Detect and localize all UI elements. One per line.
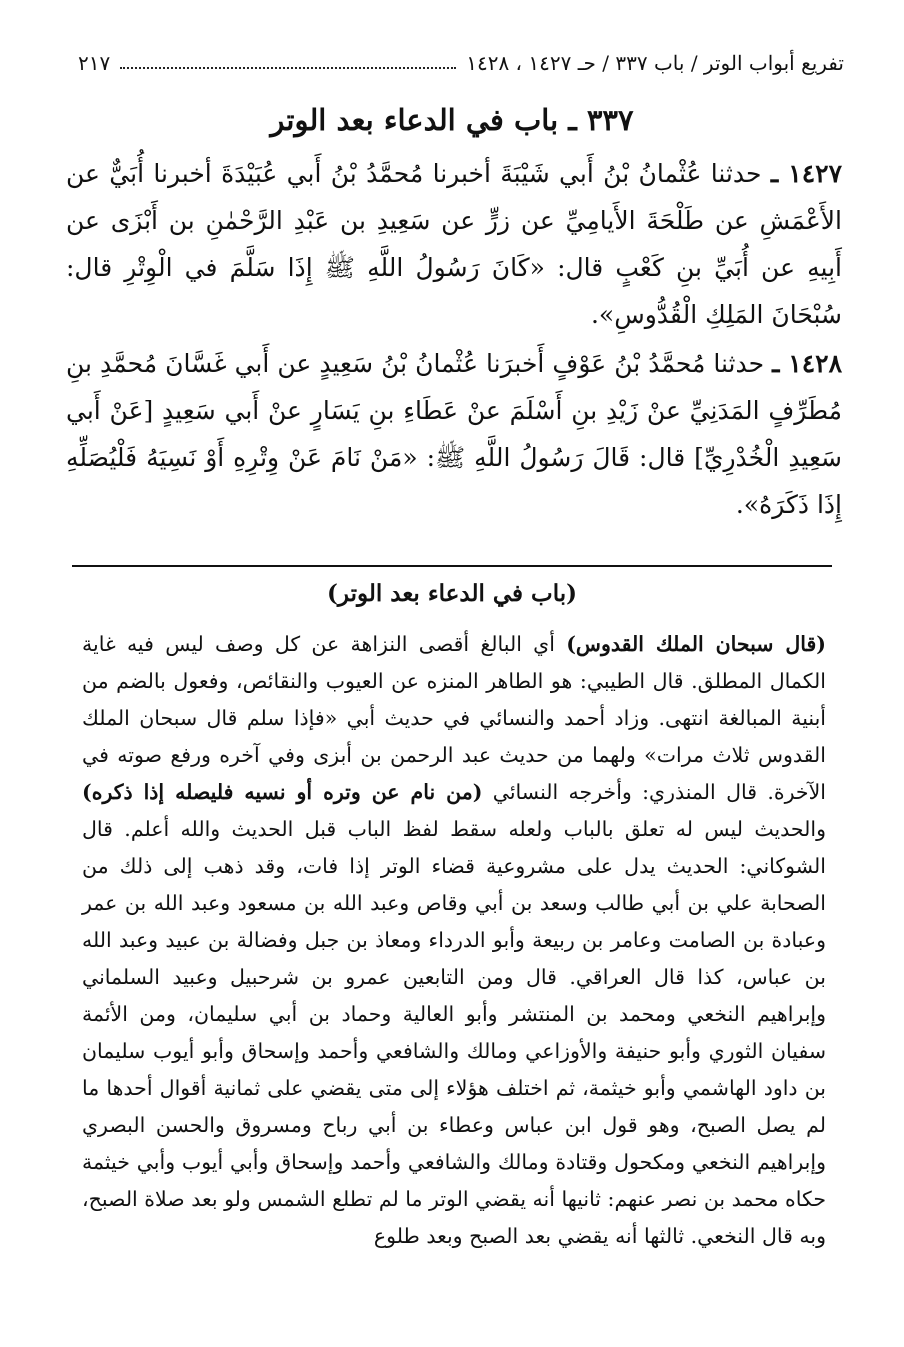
commentary-lemma: (قال سبحان الملك القدوس)	[566, 632, 827, 656]
hadith-body: حدثنا عُثْمانُ بْنُ أَبي شَيْبَةَ أخبرنا مُحمَّدُ بْنُ أَبي عُبَيْدَةَ أخبرنا أُبَيٌّ عن الأَعْمَشِ عن طَلْحَةَ الأَيامِيِّ عن زرٍّ عن سَعِيدِ بن عَبْدِ الرَّحْمٰنِ بن أَبْزَى عن أَبِيهِ عن أُبَيِّ بنِ كَعْبٍ قال: «كَانَ رَسُولُ اللَّهِ ﷺ إِذَا سَلَّمَ في الْوِتْرِ قال: سُبْحَانَ المَلِكِ الْقُدُّوسِ».	[66, 159, 842, 329]
hadith-number: ١٤٢٧ ـ	[770, 159, 843, 188]
commentary-title: (باب في الدعاء بعد الوتر)	[327, 580, 577, 607]
commentary-lemma: (من نام عن وتره أو نسيه فليصله إذا ذكره)	[82, 780, 483, 804]
hadith-number: ١٤٢٨ ـ	[772, 349, 842, 378]
page-number: ٢١٧	[78, 51, 111, 75]
hadith-text-block	[66, 150, 842, 528]
hadith-body: حدثنا مُحمَّدُ بْنُ عَوْفٍ أَخبرَنا عُثْمانُ بْنُ سَعِيدٍ عن أَبي غَسَّانَ مُحمَّدِ بنِ مُطَرِّفٍ المَدَنِيِّ عنْ زَيْدِ بنِ أَسْلَمَ عنْ عَطَاءِ بنِ يَسَارٍ عنْ أَبي سَعِيدٍ [عَنْ أَبي سَعِيدِ الْخُدْرِيِّ] قال: قَالَ رَسُولُ اللَّهِ ﷺ: «مَنْ نَامَ عَنْ وِتْرِهِ أَوْ نَسِيَهُ فَلْيُصَلِّهِ إِذَا ذَكَرَهُ».	[66, 349, 842, 519]
chapter-title: ٣٣٧ ـ باب في الدعاء بعد الوتر	[270, 103, 634, 137]
commentary-block	[82, 626, 826, 1255]
commentary-paragraph	[82, 626, 826, 1255]
hadith-1427	[66, 150, 842, 338]
commentary-text: أي البالغ أقصى النزاهة عن كل وصف ليس فيه غاية الكمال المطلق. قال الطيبي: هو الطاهر المنزه عن العيوب والنقائص، وفعول بالضم من أبنية المبالغة انتهى. وزاد أحمد والنسائي في حديث أبي «فإذا سلم قال سبحان الملك القدوس ثلاث مرات» ولهما من حديث عبد الرحمن بن أبزى وفي آخره ورفع صوته في الآخرة. قال المنذري: وأخرجه النسائي	[82, 632, 826, 804]
dotted-leader	[120, 57, 456, 69]
hadith-1428	[66, 340, 842, 528]
commentary-text: والحديث ليس له تعلق بالباب ولعله سقط لفظ الباب قبل الحديث والله أعلم. قال الشوكاني: الحديث يدل على مشروعية قضاء الوتر إذا فات، وقد ذهب إلى ذلك من الصحابة علي بن أبي طالب وسعد بن أبي وقاص وعبد الله بن مسعود وعبد الله بن عمر وعبادة بن الصامت وعامر بن ربيعة وأبو الدرداء ومعاذ بن جبل وفضالة بن عبيد وعبد الله بن عباس، كذا قال العراقي. قال ومن التابعين عمرو بن شرحبيل وعبيد السلماني وإبراهيم النخعي ومحمد بن المنتشر وأبو العالية وحماد بن أبي سليمان، ومن الأئمة سفيان الثوري وأبو حنيفة والأوزاعي ومالك والشافعي وأحمد وإسحاق وأبو أيوب سليمان بن داود الهاشمي وأبو خيثمة، ثم اختلف هؤلاء إلى متى يقضي على ثمانية أقوال أحدها ما لم يصل الصبح، وهو قول ابن عباس وعطاء بن أبي رباح ومسروق والحسن البصري وإبراهيم النخعي ومكحول وقتادة ومالك والشافعي وأحمد وإسحاق وأبي أيوب وأبي خيثمة حكاه محمد بن نصر عنهم: ثانيها أنه يقضي الوتر ما لم تطلع الشمس ولو بعد صلاة الصبح، وبه قال النخعي. ثالثها أنه يقضي بعد الصبح وبعد طلوع	[82, 817, 826, 1248]
running-title: تفريع أبواب الوتر / باب ٣٣٧ / حـ ١٤٢٧ ، ١٤٢٨	[466, 51, 844, 75]
running-header	[78, 46, 844, 80]
section-divider	[72, 565, 832, 567]
